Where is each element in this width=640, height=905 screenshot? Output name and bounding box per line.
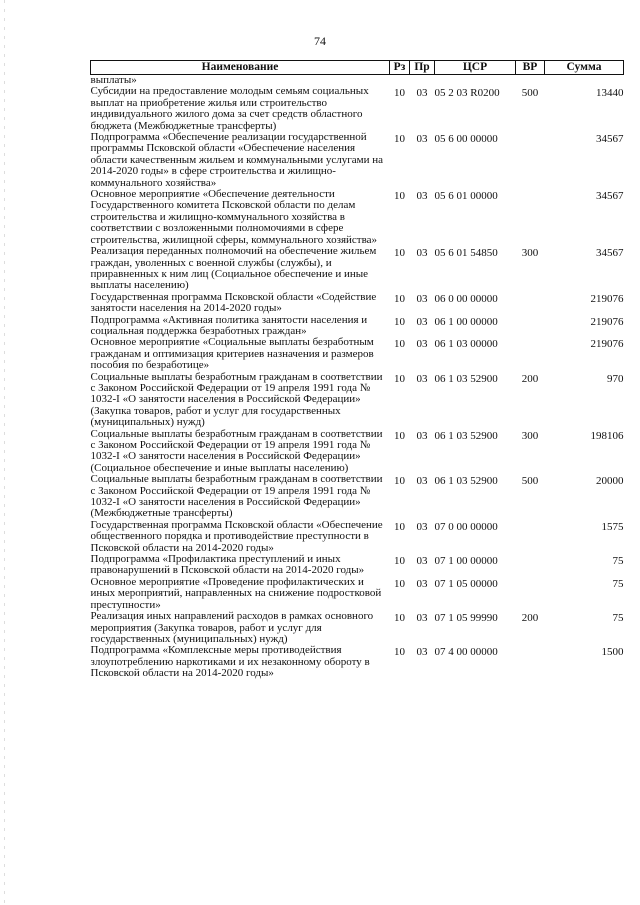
row-amount: 75 xyxy=(612,612,624,625)
row-target-article-code: 06 1 03 52900 xyxy=(434,475,498,488)
row-section-code: 10 xyxy=(394,577,405,590)
row-subsection-code: 03 xyxy=(416,133,428,146)
row-expense-type-code xyxy=(516,75,545,87)
row-amount: 1575 xyxy=(601,520,624,533)
row-section-code: 10 xyxy=(394,247,405,260)
row-subsection-code: 03 xyxy=(416,372,428,385)
row-subsection-code: 03 xyxy=(416,646,428,659)
row-amount: 1500 xyxy=(601,646,624,659)
row-amount: 34567 xyxy=(596,133,624,146)
column-header-csr: ЦСР xyxy=(435,61,516,75)
row-target-article-code: 05 6 00 00000 xyxy=(434,133,498,146)
row-name: Подпрограмма «Активная политика занятости населения и социальная поддержка безработных граждан» xyxy=(90,313,368,337)
row-amount: 219076 xyxy=(590,338,624,351)
row-section-code: 10 xyxy=(394,338,405,351)
column-header-rz: Рз xyxy=(390,61,410,75)
row-expense-type-code: 300 xyxy=(521,247,539,260)
row-subsection-code: 03 xyxy=(416,315,428,328)
row-name: выплаты» xyxy=(90,74,137,86)
row-name: Реализация переданных полномочий на обеспечение жильем граждан, уволенных с военной службы (службы), и приравненных к ним лиц (Социальное обеспечение и иные выплаты населению) xyxy=(90,245,377,292)
table-header-row xyxy=(91,61,624,75)
column-header-vr: ВР xyxy=(516,61,545,75)
row-subsection-code: 03 xyxy=(416,475,428,488)
row-section-code: 10 xyxy=(394,190,405,203)
row-section-code: 10 xyxy=(394,612,405,625)
row-amount xyxy=(545,75,624,87)
table-row xyxy=(91,372,624,429)
table-row xyxy=(91,189,624,246)
row-subsection-code: 03 xyxy=(416,190,428,203)
table-row xyxy=(91,577,624,611)
row-name: Подпрограмма «Комплексные меры противодействия злоупотреблению наркотиками и их незаконному обороту в Псковской области на 2014-2020 годы» xyxy=(90,644,370,680)
table-row xyxy=(91,474,624,520)
row-section-code: 10 xyxy=(394,133,405,146)
table-row xyxy=(91,132,624,189)
table-row xyxy=(91,520,624,554)
row-name: Социальные выплаты безработным гражданам в соответствии с Законом Российской Федерации от 19 апреля 1991 года № 1032-I «О занятости населения в Российской Федерации» (Социальное обеспечение и иные выплаты населению) xyxy=(90,427,383,474)
scan-edge xyxy=(4,0,5,905)
row-target-article-code: 05 6 01 54850 xyxy=(434,247,498,260)
row-target-article-code: 07 0 00 00000 xyxy=(434,520,498,533)
row-subsection-code: 03 xyxy=(416,520,428,533)
row-amount: 34567 xyxy=(596,247,624,260)
row-section-code: 10 xyxy=(394,87,405,100)
row-expense-type-code: 200 xyxy=(521,372,539,385)
row-subsection-code: 03 xyxy=(416,292,428,305)
row-section-code: 10 xyxy=(394,646,405,659)
table-row xyxy=(91,315,624,338)
row-subsection-code: 03 xyxy=(416,429,428,442)
row-subsection-code: 03 xyxy=(416,247,428,260)
row-subsection-code: 03 xyxy=(416,338,428,351)
row-expense-type-code xyxy=(516,520,545,554)
row-section-code: 10 xyxy=(394,429,405,442)
table-row xyxy=(91,246,624,292)
row-target-article-code: 07 1 05 99990 xyxy=(434,612,498,625)
row-target-article-code: 06 1 03 00000 xyxy=(434,338,498,351)
row-name: Социальные выплаты безработным гражданам в соответствии с Законом Российской Федерации от 19 апреля 1991 года № 1032-I «О занятости населения в Российской Федерации» (Межбюджетные трансферты) xyxy=(90,473,383,520)
row-name: Социальные выплаты безработным гражданам в соответствии с Законом Российской Федерации от 19 апреля 1991 года № 1032-I «О занятости населения в Российской Федерации» (Закупка товаров, работ и услуг для государственных (муниципальных) нужд) xyxy=(90,370,383,429)
row-expense-type-code xyxy=(516,132,545,189)
row-section-code: 10 xyxy=(394,520,405,533)
row-name: Субсидии на предоставление молодым семьям социальных выплат на приобретение жилья или строительство индивидуального жилого дома за счет средств областного бюджета (Межбюджетные трансферты) xyxy=(90,85,369,132)
column-header-sum: Сумма xyxy=(545,61,624,75)
row-subsection-code: 03 xyxy=(416,555,428,568)
row-amount: 75 xyxy=(612,577,624,590)
row-expense-type-code xyxy=(516,315,545,338)
row-target-article-code: 06 0 00 00000 xyxy=(434,292,498,305)
row-section-code: 10 xyxy=(394,315,405,328)
table-row xyxy=(91,337,624,371)
row-subsection-code: 03 xyxy=(416,87,428,100)
row-name: Основное мероприятие «Обеспечение деятельности Государственного комитета Псковской области по делам строительства и жилищно-коммунального хозяйства в соответствии с возложенными полномочиями в сфере строительства, жилищной сферы, коммунального хозяйства» xyxy=(90,188,378,246)
row-expense-type-code xyxy=(516,554,545,577)
row-target-article-code xyxy=(435,75,516,87)
row-subsection-code xyxy=(410,75,435,87)
row-name: Подпрограмма «Профилактика преступлений и иных правонарушений в Псковской области на 2014-2020 годы» xyxy=(90,553,365,577)
budget-table xyxy=(90,60,624,680)
row-section-code xyxy=(390,75,410,87)
row-subsection-code: 03 xyxy=(416,612,428,625)
row-expense-type-code: 200 xyxy=(521,612,539,625)
row-amount: 75 xyxy=(612,555,624,568)
row-amount: 13440 xyxy=(596,87,624,100)
column-header-pr: Пр xyxy=(410,61,435,75)
row-expense-type-code xyxy=(516,337,545,371)
row-target-article-code: 07 1 05 00000 xyxy=(434,577,498,590)
row-target-article-code: 05 6 01 00000 xyxy=(434,190,498,203)
row-name: Подпрограмма «Обеспечение реализации государственной программы Псковской области «Обеспечение населения области качественным жильем и коммунальными услугами на 2014-2020 годы» в сфере строительства и жилищно-коммунального хозяйства» xyxy=(90,131,384,189)
row-expense-type-code xyxy=(516,577,545,611)
row-amount: 198106 xyxy=(590,429,624,442)
table-row xyxy=(91,645,624,679)
row-section-code: 10 xyxy=(394,555,405,568)
row-expense-type-code xyxy=(516,189,545,246)
row-name: Основное мероприятие «Проведение профилактических и иных мероприятий, направленных на снижение подростковой преступности» xyxy=(90,575,382,611)
table-row xyxy=(91,86,624,132)
row-expense-type-code xyxy=(516,645,545,679)
page-number: 74 xyxy=(314,34,326,48)
row-amount: 219076 xyxy=(590,315,624,328)
table-row xyxy=(91,554,624,577)
row-expense-type-code: 500 xyxy=(521,87,539,100)
column-header-name: Наименование xyxy=(91,61,390,75)
row-name: Государственная программа Псковской области «Содействие занятости населения на 2014-2020 годы» xyxy=(90,290,377,315)
row-name: Основное мероприятие «Социальные выплаты безработным гражданам и оптимизация критериев назначения и размеров пособия по безработице» xyxy=(90,336,374,372)
row-section-code: 10 xyxy=(394,372,405,385)
row-amount: 219076 xyxy=(590,292,624,305)
row-section-code: 10 xyxy=(394,475,405,488)
table-row xyxy=(91,429,624,475)
row-amount: 34567 xyxy=(596,190,624,203)
row-amount: 970 xyxy=(607,372,624,385)
row-amount: 20000 xyxy=(596,475,624,488)
row-target-article-code: 06 1 03 52900 xyxy=(434,372,498,385)
row-target-article-code: 05 2 03 R0200 xyxy=(434,87,500,100)
row-expense-type-code: 500 xyxy=(521,475,539,488)
row-target-article-code: 06 1 03 52900 xyxy=(434,429,498,442)
row-subsection-code: 03 xyxy=(416,577,428,590)
row-expense-type-code: 300 xyxy=(521,429,539,442)
table-row xyxy=(91,611,624,645)
row-target-article-code: 07 1 00 00000 xyxy=(434,555,498,568)
row-target-article-code: 07 4 00 00000 xyxy=(434,646,498,659)
row-expense-type-code xyxy=(516,292,545,315)
row-name: Реализация иных направлений расходов в рамках основного мероприятия (Закупка товаров, работ и услуг для государственных (муниципальных) нужд) xyxy=(90,610,374,645)
row-target-article-code: 06 1 00 00000 xyxy=(434,315,498,328)
row-name: Государственная программа Псковской области «Обеспечение общественного порядка и противодействие преступности в Псковской области на 2014-2020 годы» xyxy=(90,518,383,554)
table-row xyxy=(91,292,624,315)
row-section-code: 10 xyxy=(394,292,405,305)
